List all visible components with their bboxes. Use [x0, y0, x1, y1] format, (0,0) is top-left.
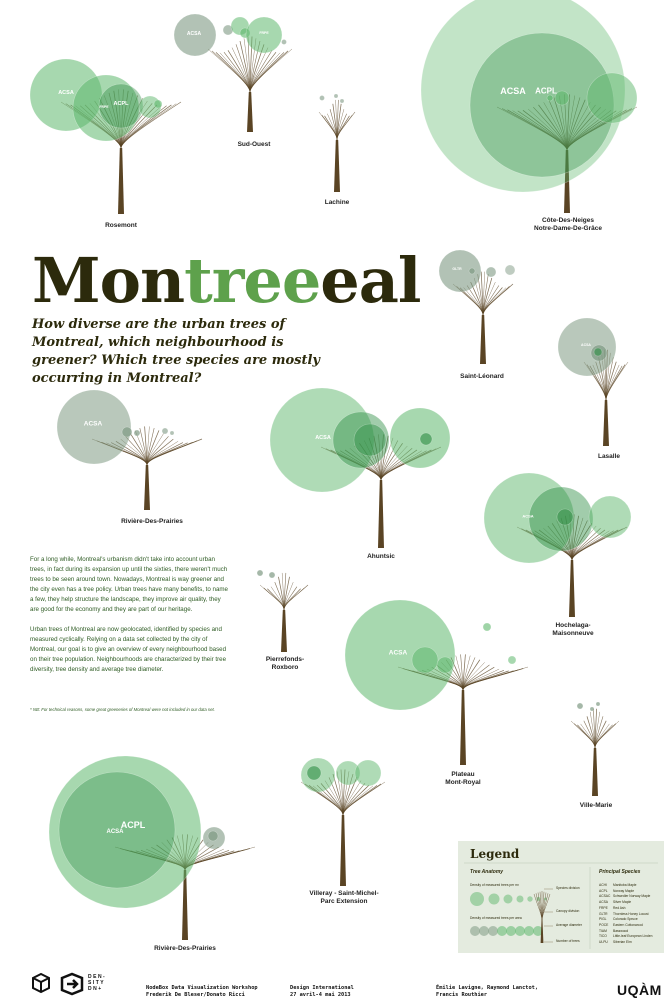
species-lasalle-acsa: ACSA [581, 343, 591, 347]
branch [606, 365, 625, 400]
branch [571, 721, 595, 748]
legend-density-circle [517, 896, 524, 903]
tree-cote-des-neiges [421, 0, 637, 213]
species-rdp2-acsa: ACSA [106, 829, 124, 835]
canopy-circle [420, 433, 432, 445]
legend-diameter-circle [524, 926, 534, 936]
trunk [247, 92, 253, 132]
legend-species-row: FRPE Red Ash [599, 905, 626, 910]
legend-diameter-circles [470, 926, 543, 936]
branch [577, 725, 595, 748]
legend-species-row: ULPU Siberian Elm [599, 940, 632, 945]
branch [595, 724, 616, 748]
tree-villeray [301, 758, 385, 886]
legend-species-row: ACSA Silver Maple [599, 900, 632, 905]
trunk [480, 315, 486, 364]
legend-density-circle [489, 894, 500, 905]
species-rosemont-acpl: ACPL [113, 101, 129, 107]
species-rdp-acsa: ACSA [83, 420, 103, 428]
legend-density-circle [527, 896, 532, 901]
footnote: * NB: For technical reasons, some great greeneries of Montreal were not included in our data set. [30, 707, 215, 712]
legend-panel [458, 841, 664, 953]
species-cdn-acpl: ACPL [535, 86, 557, 96]
legend-species-row: ACSAC Schwedler Norway Maple [599, 894, 651, 899]
tree-riviere-des-prairies [57, 390, 202, 510]
label-saint-leonard: Saint-Léonard [460, 373, 504, 380]
species-rosemont-acsa: ACSA [58, 90, 74, 96]
trunk [281, 610, 287, 652]
label-plateau: Plateau Mont-Royal [445, 771, 481, 786]
canopy-circle [508, 656, 516, 664]
canopy-circle [208, 831, 218, 841]
intro-paragraph-2: Urban trees of Montreal are now geolocated, identified by species and measured cyclically. Relying on a data set collected by the city of Montreal, our goal is to give an overview of every neighbourhood based on their tree population. Neighbourhoods are characterized by their tree diversity, tree density and average tree diameter. [30, 626, 227, 673]
trunk [378, 480, 384, 548]
branch [284, 587, 297, 610]
branch [483, 284, 513, 315]
trunk [144, 465, 150, 510]
density-logo: DEN- SITY DN+ [88, 974, 107, 993]
legend-diameter-circle [515, 926, 525, 936]
legend-species-division: Species division [556, 886, 580, 890]
label-riviere-des-prairies-2: Rivière-Des-Prairies [154, 945, 216, 952]
legend-species-row: TIAM Basswood [599, 928, 629, 933]
canopy-circle [505, 265, 515, 275]
species-ahuntsic-acsa: ACSA [315, 435, 331, 441]
trunk [569, 560, 575, 617]
trunk [460, 690, 466, 765]
tree-plateau [345, 600, 528, 765]
branch [606, 362, 628, 400]
branch [147, 439, 202, 465]
canopy-circle [122, 427, 132, 437]
tree-ahuntsic [270, 388, 450, 548]
branch [250, 49, 292, 92]
canopy-circle [354, 424, 386, 456]
species-sud-ouest-frpe: FRPE [259, 31, 269, 35]
legend-principal-title: Principal Species [599, 869, 641, 875]
legend-diameter-circle [488, 926, 498, 936]
species-rosemont-frpe: FRPE [99, 105, 109, 109]
canopy-circle [162, 428, 168, 434]
label-lachine: Lachine [324, 199, 350, 206]
legend-anatomy-title: Tree Anatomy [470, 869, 504, 875]
canopy-circle [587, 73, 637, 123]
canopy-circle [469, 268, 475, 274]
branch [208, 49, 250, 92]
canopy-circle [282, 40, 287, 45]
tree-pierrefonds [257, 570, 308, 652]
legend-number-of-trees: Number of trees [556, 939, 580, 943]
branch [284, 585, 308, 610]
trunk [340, 815, 346, 886]
legend-title: Legend [470, 847, 520, 861]
credits-event: Design International 27 avril-4 mai 2013 [290, 985, 354, 998]
branch [595, 725, 613, 748]
canopy-circle [589, 496, 631, 538]
species-cdn-acsa: ACSA [500, 86, 526, 96]
canopy-circle [590, 707, 594, 711]
canopy-circle [334, 94, 338, 98]
canopy-circle [558, 318, 616, 376]
species-saint-leonard-gltr: GLTR [452, 267, 462, 271]
legend-diameter-circle [506, 926, 516, 936]
canopy-circle [557, 509, 573, 525]
label-pierrefonds: Pierrefonds- Roxboro [265, 656, 305, 671]
species-rdp2-acpl: ACPL [120, 820, 146, 830]
legend-diameter-circle [479, 926, 489, 936]
legend-density-circle [470, 892, 484, 906]
species-hochelaga-acsa: ACSA [522, 513, 534, 519]
canopy-circle [412, 647, 438, 673]
legend-species-row: TICO Little-leaf European Linden [599, 934, 653, 939]
branch [212, 51, 250, 92]
canopy-circle [483, 623, 491, 631]
label-sud-ouest: Sud-Ouest [237, 141, 271, 148]
canopy-circle [355, 760, 381, 786]
legend-average-diameter: Average diameter [556, 923, 582, 927]
trunk [603, 400, 609, 446]
canopy-circle [486, 267, 496, 277]
canopy-circle [134, 430, 140, 436]
canopy-circle [257, 570, 263, 576]
label-riviere-des-prairies: Rivière-Des-Prairies [121, 518, 183, 525]
tree-ville-marie [571, 702, 619, 796]
label-cote-des-neiges: Côte-Des-Neiges Notre-Dame-De-Grâce [534, 217, 602, 232]
tree-rosemont [30, 59, 181, 214]
canopy-circle [170, 431, 174, 435]
canopy-circle [320, 96, 325, 101]
branch [574, 724, 595, 748]
species-sud-ouest-acsa: ACSA [186, 31, 202, 37]
legend-density-circle [504, 895, 513, 904]
intro-text [30, 555, 230, 685]
canopy-circle [307, 766, 321, 780]
label-lasalle: Lasalle [597, 453, 621, 460]
tree-lasalle [558, 318, 628, 446]
trunk [334, 140, 340, 192]
trunk [592, 748, 598, 796]
canopy-circle [577, 703, 583, 709]
legend-density-circles [470, 892, 547, 906]
canopy-circle [340, 99, 344, 103]
tree-hochelaga [484, 473, 631, 617]
tree-saint-leonard [439, 250, 515, 364]
poster-subtitle: How diverse are the urban trees of Montreal, which neighbourhood is greener? Which tree species are mostly occurring in Montreal? [32, 317, 320, 386]
trunk [118, 148, 124, 214]
legend-species-row: ACPL Norway Maple [599, 888, 635, 893]
credits-workshop: NodeBox Data Visualization Workshop Frederik De Bleser/Donato Ricci [146, 985, 258, 998]
label-villeray: Villeray - Saint-Michel- Parc Extension [309, 890, 379, 905]
canopy-circle [596, 702, 600, 706]
tree-lachine [319, 94, 355, 192]
legend-species-row: ACHI Manitoba Maple [599, 883, 637, 887]
poster-title: Montreeeal [32, 244, 421, 317]
branch [147, 441, 197, 465]
label-rosemont: Rosemont [105, 222, 137, 229]
canopy-circle [269, 572, 275, 578]
legend-species-row: PIGL Colorado Spruce [599, 917, 638, 922]
species-plateau-acsa: ACSA [388, 649, 408, 657]
label-hochelaga: Hochelaga- Maisonneuve [552, 622, 594, 637]
cube-logo-icon [33, 974, 49, 992]
legend-canopy-division: Canopy division [556, 909, 580, 913]
credits-authors: Émilie Lavigne, Raymond Lanctot, Francis Routhier [436, 985, 539, 998]
legend-species-list [599, 883, 652, 946]
canopy-circle [594, 348, 602, 356]
legend-diameter-circle [497, 926, 507, 936]
legend-species-row: POCE Eastern Cottonwood [599, 922, 643, 927]
arrow-logo-icon [62, 974, 82, 994]
legend-diameter-circle [470, 926, 480, 936]
branch [483, 285, 499, 315]
branch [595, 721, 619, 748]
legend-species-row: GLTR Thornless Honey Locust [599, 911, 649, 916]
canopy-circle [246, 17, 282, 53]
intro-paragraph-1: For a long while, Montreal's urbanism didn't take into account urban trees, in fact during its expansion up until the sixties, there weren't much trees to be seen around town. Nowadays, Montreal is way greener and the city even has a tree policy. Urban trees have many benefits, to name a few, they help structure the landscape, they improve air quality, they are good for the economy and they are part of our heritage. [30, 556, 228, 613]
canopy-circle [547, 95, 553, 101]
branch [250, 51, 288, 92]
canopy-circle [437, 657, 453, 673]
branch [271, 587, 284, 610]
label-ahuntsic: Ahuntsic [367, 553, 395, 560]
branch [260, 585, 284, 610]
tree-riviere-des-prairies-2 [49, 756, 255, 940]
uqam-logo: UQÀM [617, 982, 662, 998]
label-ville-marie: Ville-Marie [579, 802, 613, 809]
canopy-circle [154, 100, 162, 108]
legend-diameter-label: Density of measured trees per area [470, 916, 522, 920]
legend-density-label: Density of measured trees per m² [470, 883, 519, 887]
footer-logos [30, 972, 86, 998]
